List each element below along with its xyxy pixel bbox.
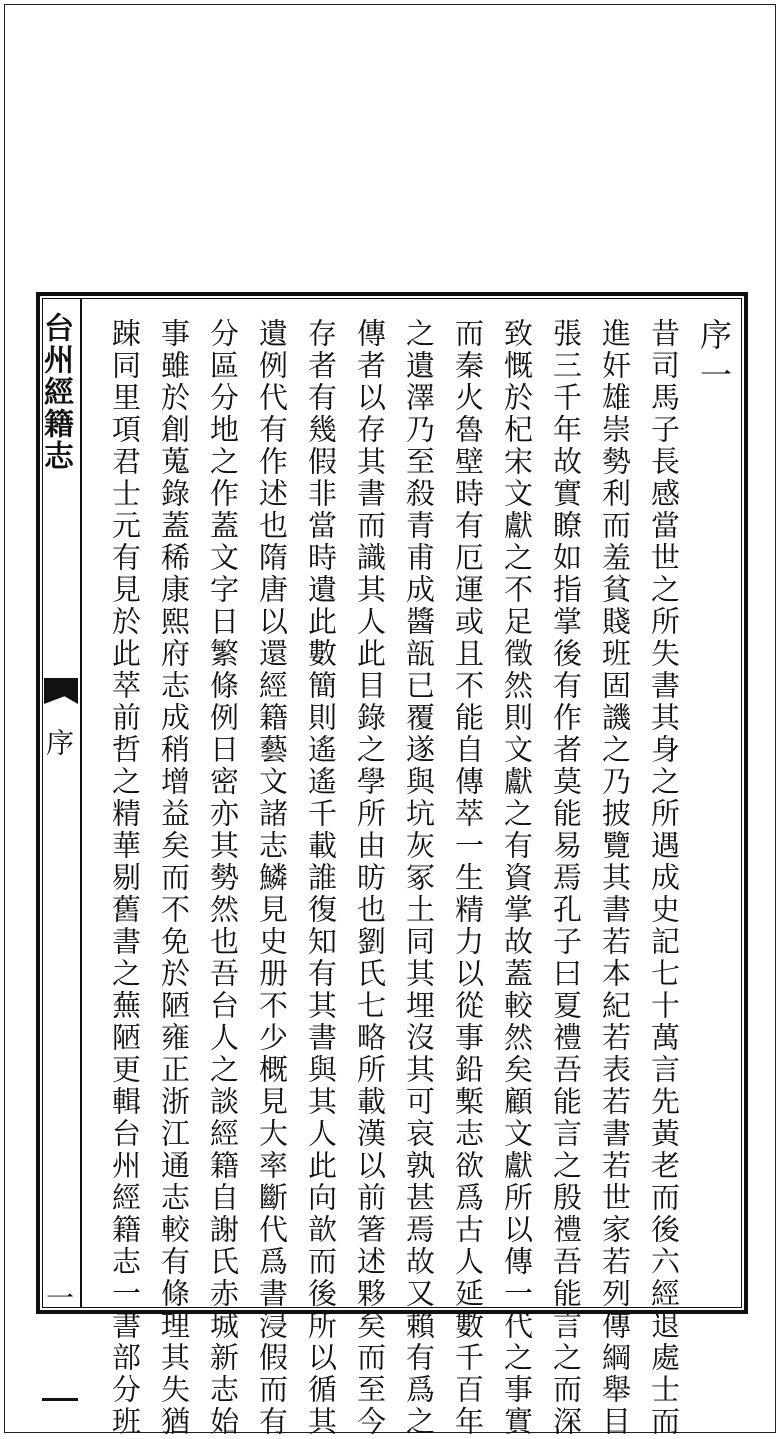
- page-number: 一: [42, 1283, 75, 1311]
- text-column: 傳者以存其書而識其人此目錄之學所由昉也劉氏七略所載漢以前箸述夥矣而至今: [353, 318, 387, 1438]
- text-column: 遺例代有作述也隋唐以還經籍藝文諸志鱗見史册不少概見大率斷代爲書浸假而有: [255, 318, 289, 1438]
- text-column: 而秦火魯壁時有厄運或且不能自傳萃一生精力以從事鉛槧志欲爲古人延數千百年: [451, 318, 485, 1438]
- preface-text-block: [84, 300, 734, 1438]
- fishtail-mark: [44, 678, 78, 704]
- text-column: 存者有幾假非當時遺此數簡則遙遙千載誰復知有其書與其人此向歆而後所以循其: [304, 318, 338, 1438]
- text-column: 之遺澤乃至殺青甫成醬瓿已覆遂與坑灰冢土同其埋沒其可哀孰甚焉故又賴有爲之: [402, 318, 436, 1438]
- text-column: 分區分地之作蓋文字日繁條例日密亦其勢然也吾台人之談經籍自謝氏赤城新志始: [206, 318, 240, 1438]
- text-column: 張三千年故實瞭如指掌後有作者莫能易焉孔子曰夏禮吾能言之殷禮吾能言之而深: [549, 318, 583, 1438]
- book-title: 台州經籍志: [38, 312, 73, 472]
- text-column: 昔司馬子長感當世之所失書其身之所遇成史記七十萬言先黃老而後六經退處士而: [647, 318, 681, 1438]
- text-column: 進奸雄崇勢利而羞貧賤班固譏之乃披覽其書若本紀若表若書若世家若列傳綱舉目: [598, 318, 632, 1438]
- page-tick-mark: [42, 1398, 78, 1401]
- section-label: 序: [42, 728, 75, 756]
- text-column: 踈同里項君士元有見於此萃前哲之精華剔舊書之蕪陋更輯台州經籍志一書部分班: [108, 318, 142, 1438]
- text-column: 事雖於創蒐錄蓋稀康熙府志成稍增益矣而不免於陋雍正浙江通志較有條理其失猶: [157, 318, 191, 1438]
- preface-heading: 序一: [695, 318, 733, 398]
- banxin-column: [38, 298, 82, 1311]
- text-column: 致慨於杞宋文獻之不足徵然則文獻之有資掌故蓋較然矣顧文獻所以傳一代之事實: [500, 318, 534, 1438]
